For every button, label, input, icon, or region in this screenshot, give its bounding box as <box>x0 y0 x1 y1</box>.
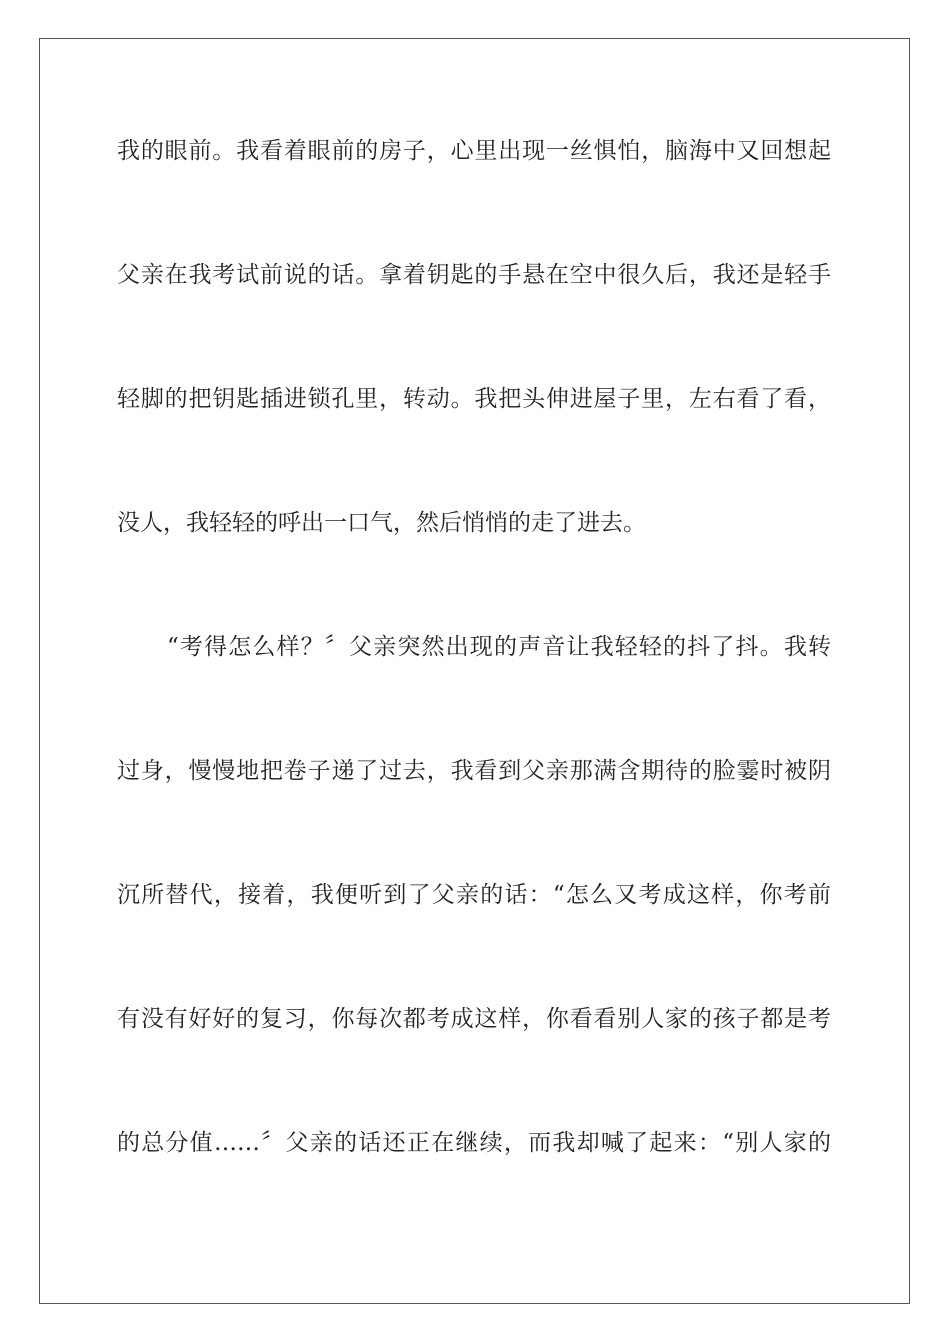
page-frame <box>39 38 910 1304</box>
paragraph-start-line: “考得怎么样？〞父亲突然出现的声音让我轻轻的抖了抖。我转 <box>167 634 831 660</box>
text-line: 过身，慢慢地把卷子递了过去，我看到父亲那满含期待的脸霎时被阴 <box>117 758 831 784</box>
text-line: 轻脚的把钥匙插进锁孔里，转动。我把头伸进屋子里，左右看了看， <box>117 386 831 412</box>
text-line: 没人，我轻轻的呼出一口气，然后悄悄的走了进去。 <box>117 510 646 536</box>
text-line: 沉所替代，接着，我便听到了父亲的话：“怎么又考成这样，你考前 <box>117 882 831 908</box>
text-line: 我的眼前。我看着眼前的房子，心里出现一丝惧怕，脑海中又回想起 <box>117 138 831 164</box>
text-line: 有没有好好的复习，你每次都考成这样，你看看别人家的孩子都是考 <box>117 1006 831 1032</box>
text-line: 的总分值……〞父亲的话还正在继续，而我却喊了起来：“别人家的 <box>117 1130 831 1156</box>
text-line: 父亲在我考试前说的话。拿着钥匙的手悬在空中很久后，我还是轻手 <box>117 262 831 288</box>
